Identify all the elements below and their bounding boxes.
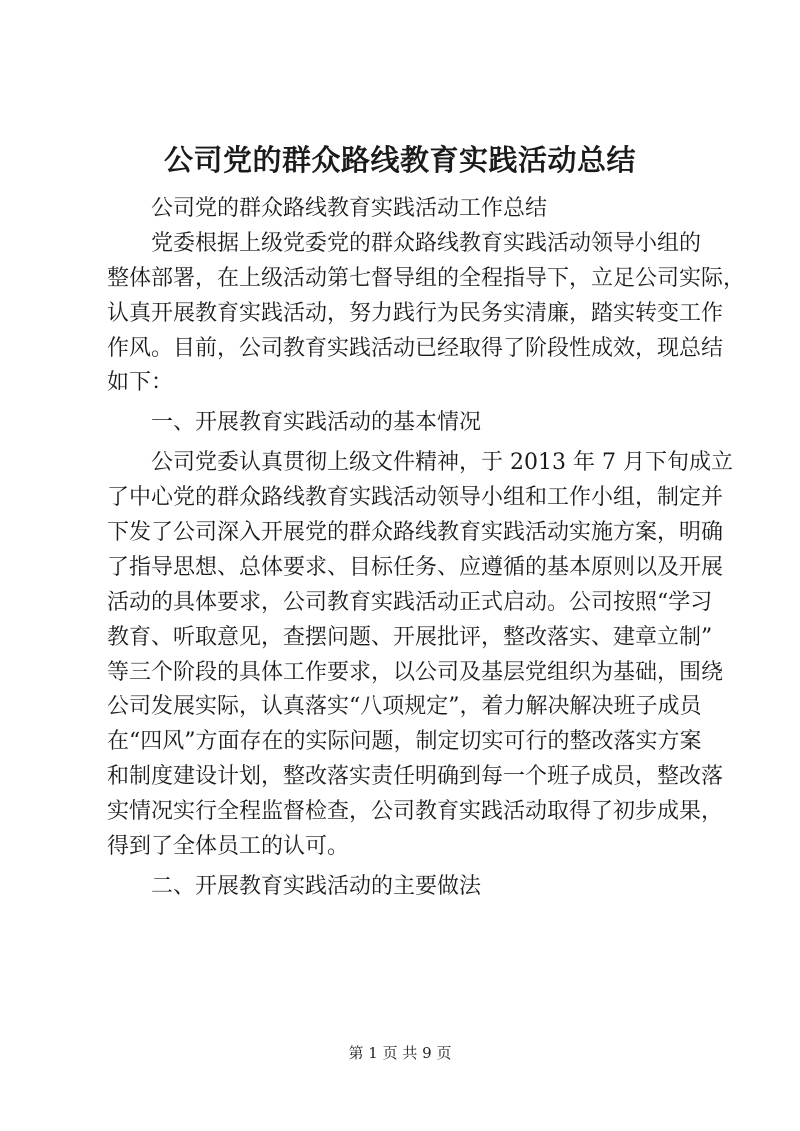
text-line: [107, 830, 701, 865]
text-line: [107, 690, 701, 725]
text-line: [107, 332, 724, 367]
text-line-content: 一、开展教育实践活动的基本情况: [151, 410, 482, 436]
text-line: [107, 366, 701, 401]
text-line-content: 得到了全体员工的认可。: [107, 834, 350, 860]
document-body: [107, 192, 746, 905]
text-line-content: 了指导思想、总体要求、目标任务、应遵循的基本原则以及开展: [107, 554, 724, 580]
text-line: [107, 586, 713, 621]
text-line-content: 等三个阶段的具体工作要求，以公司及基层党组织为基础，围绕: [107, 659, 724, 685]
text-line-content: 党委根据上级党委党的群众路线教育实践活动领导小组的: [151, 230, 702, 256]
text-line-content: 教育、听取意见，查摆问题、开展批评，整改落实、建章立制”: [107, 624, 713, 650]
text-line: [107, 192, 701, 227]
text-line: [107, 656, 724, 691]
text-line-content: 作风。目前，公司教育实践活动已经取得了阶段性成效，现总结: [107, 335, 724, 361]
page-footer: 第 1 页 共 9 页: [348, 1044, 452, 1062]
text-line-content: 在“四风”方面存在的实际问题，制定切实可行的整改落实方案: [107, 729, 702, 755]
text-line: [107, 870, 701, 905]
text-line-content: 实情况实行全程监督检查，公司教育实践活动取得了初步成果，: [107, 799, 724, 825]
document-title: 公司党的群众路线教育实践活动总结: [163, 143, 636, 177]
text-line: [107, 227, 701, 262]
text-line-content: 下发了公司深入开展党的群众路线教育实践活动实施方案，明确: [107, 520, 724, 546]
text-line-content: 二、开展教育实践活动的主要做法: [151, 873, 482, 899]
text-line: [107, 481, 724, 516]
text-line-content: 活动的具体要求，公司教育实践活动正式启动。公司按照“学习: [107, 589, 713, 615]
text-line: [107, 621, 713, 656]
text-line-content: 公司发展实际，认真落实“八项规定”，着力解决解决班子成员: [107, 694, 702, 720]
text-line-content: 整体部署，在上级活动第七督导组的全程指导下，立足公司实际，: [107, 265, 746, 291]
text-line: [107, 446, 733, 481]
text-line-content: 如下：: [107, 370, 174, 396]
text-line: [107, 551, 724, 586]
text-line: [107, 297, 724, 332]
text-line: [107, 725, 701, 760]
text-line: [107, 516, 724, 551]
text-line: [107, 262, 746, 297]
text-line-content: 了中心党的群众路线教育实践活动领导小组和工作小组，制定并: [107, 485, 724, 511]
text-line-content: 公司党委认真贯彻上级文件精神，于 2013 年 7 月下旬成立: [151, 450, 733, 476]
text-line-content: 公司党的群众路线教育实践活动工作总结: [151, 196, 548, 221]
text-line: [107, 795, 724, 830]
text-line: [107, 406, 701, 441]
text-line-content: 认真开展教育实践活动，努力践行为民务实清廉，踏实转变工作: [107, 300, 724, 326]
text-line-content: 和制度建设计划，整改落实责任明确到每一个班子成员，整改落: [107, 764, 724, 790]
text-line: [107, 760, 724, 795]
